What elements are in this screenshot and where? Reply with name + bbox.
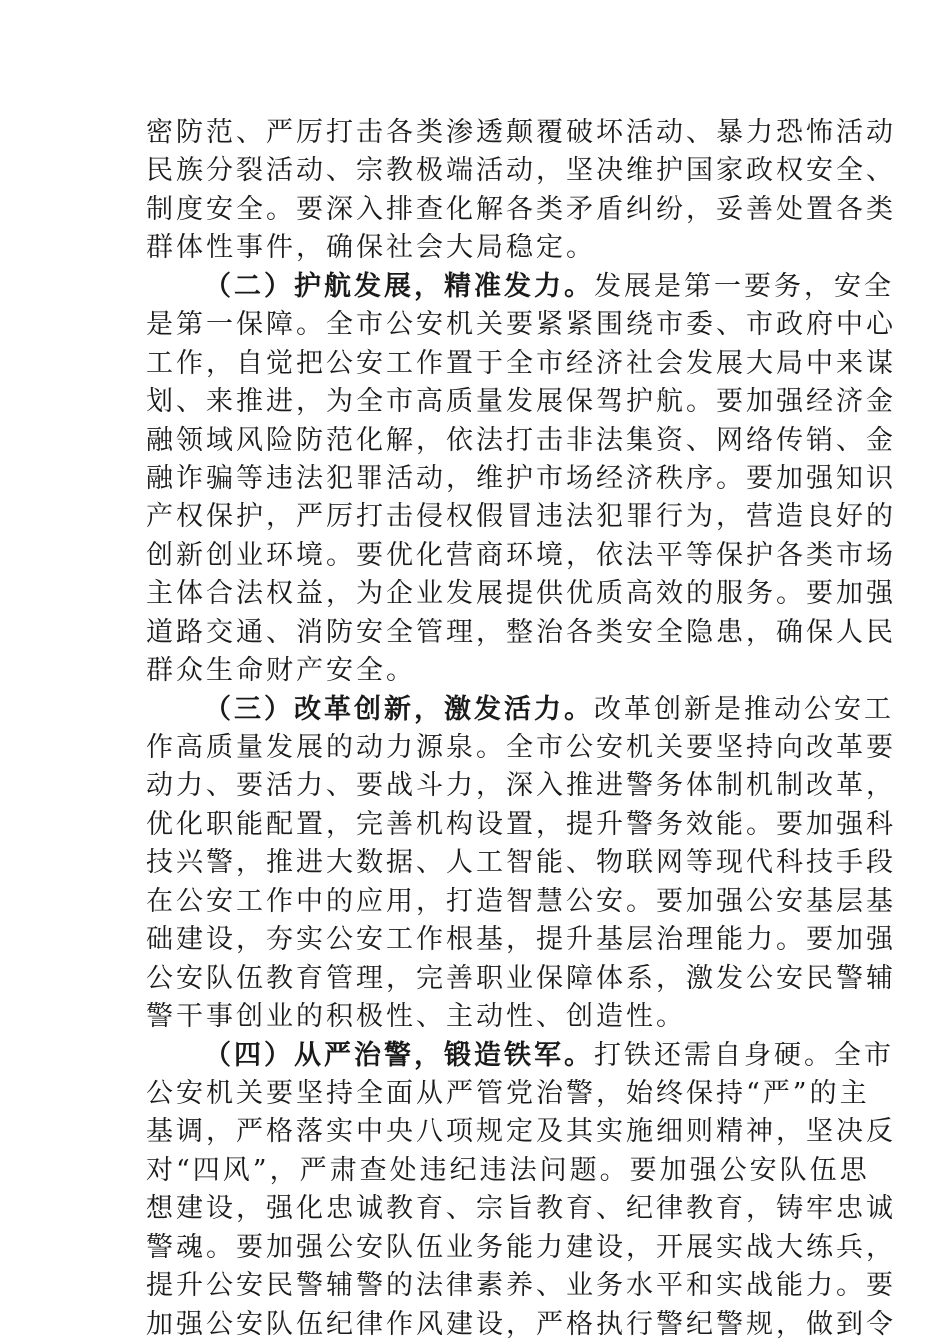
section-lead-text: 打铁还需自身硬。全市 — [594, 1040, 894, 1071]
text-line: 民族分裂活动、宗教极端活动，坚决维护国家政权安全、 — [146, 155, 896, 186]
text-line: 划、来推进，为全市高质量发展保驾护航。要加强经济金 — [146, 386, 896, 417]
text-line: 对“四风”，严肃查处违纪违法问题。要加强公安队伍思 — [146, 1155, 870, 1186]
text-line: 道路交通、消防安全管理，整治各类安全隐患，确保人民 — [146, 617, 896, 648]
text-line: 想建设，强化忠诚教育、宗旨教育、纪律教育，铸牢忠诚 — [146, 1193, 896, 1224]
text-line: 警干事创业的积极性、主动性、创造性。 — [146, 1001, 686, 1032]
text-line: 公安队伍教育管理，完善职业保障体系，激发公安民警辅 — [146, 963, 896, 994]
section-heading-line — [204, 691, 894, 729]
text-line: 基调，严格落实中央八项规定及其实施细则精神，坚决反 — [146, 1116, 896, 1147]
text-line: 融诈骗等违法犯罪活动，维护市场经济秩序。要加强知识 — [146, 463, 896, 494]
text-line: 作高质量发展的动力源泉。全市公安机关要坚持向改革要 — [146, 732, 896, 763]
text-line: 提升公安民警辅警的法律素养、业务水平和实战能力。要 — [146, 1270, 896, 1301]
section-heading: （二）护航发展，精准发力。 — [204, 271, 594, 302]
text-line: 公安机关要坚持全面从严管党治警，始终保持“严”的主 — [146, 1078, 870, 1109]
text-line: 密防范、严厉打击各类渗透颠覆破坏活动、暴力恐怖活动 — [146, 117, 896, 148]
text-line: 动力、要活力、要战斗力，深入推进警务体制机制改革， — [146, 770, 896, 801]
text-line: 础建设，夯实公安工作根基，提升基层治理能力。要加强 — [146, 924, 896, 955]
section-heading: （三）改革创新，激发活力。 — [204, 694, 594, 725]
text-line: 群体性事件，确保社会大局稳定。 — [146, 232, 596, 263]
text-line: 主体合法权益，为企业发展提供优质高效的服务。要加强 — [146, 578, 896, 609]
text-line: 工作，自觉把公安工作置于全市经济社会发展大局中来谋 — [146, 348, 896, 379]
text-line: 是第一保障。全市公安机关要紧紧围绕市委、市政府中心 — [146, 309, 896, 340]
text-line: 创新创业环境。要优化营商环境，依法平等保护各类市场 — [146, 540, 896, 571]
text-line: 加强公安队伍纪律作风建设，严格执行警纪警规，做到令 — [146, 1309, 896, 1340]
text-line: 群众生命财产安全。 — [146, 655, 416, 686]
section-heading-line — [204, 268, 894, 306]
text-line: 技兴警，推进大数据、人工智能、物联网等现代科技手段 — [146, 847, 896, 878]
text-line: 制度安全。要深入排查化解各类矛盾纠纷，妥善处置各类 — [146, 194, 896, 225]
text-line: 警魂。要加强公安队伍业务能力建设，开展实战大练兵， — [146, 1232, 896, 1263]
text-line: 融领域风险防范化解，依法打击非法集资、网络传销、金 — [146, 425, 896, 456]
text-line: 产权保护，严厉打击侵权假冒违法犯罪行为，营造良好的 — [146, 501, 896, 532]
section-heading-line — [204, 1037, 894, 1075]
section-heading: （四）从严治警，锻造铁军。 — [204, 1040, 594, 1071]
text-line: 优化职能配置，完善机构设置，提升警务效能。要加强科 — [146, 809, 896, 840]
text-line: 在公安工作中的应用，打造智慧公安。要加强公安基层基 — [146, 886, 896, 917]
section-lead-text: 改革创新是推动公安工 — [594, 694, 894, 725]
section-lead-text: 发展是第一要务，安全 — [594, 271, 894, 302]
